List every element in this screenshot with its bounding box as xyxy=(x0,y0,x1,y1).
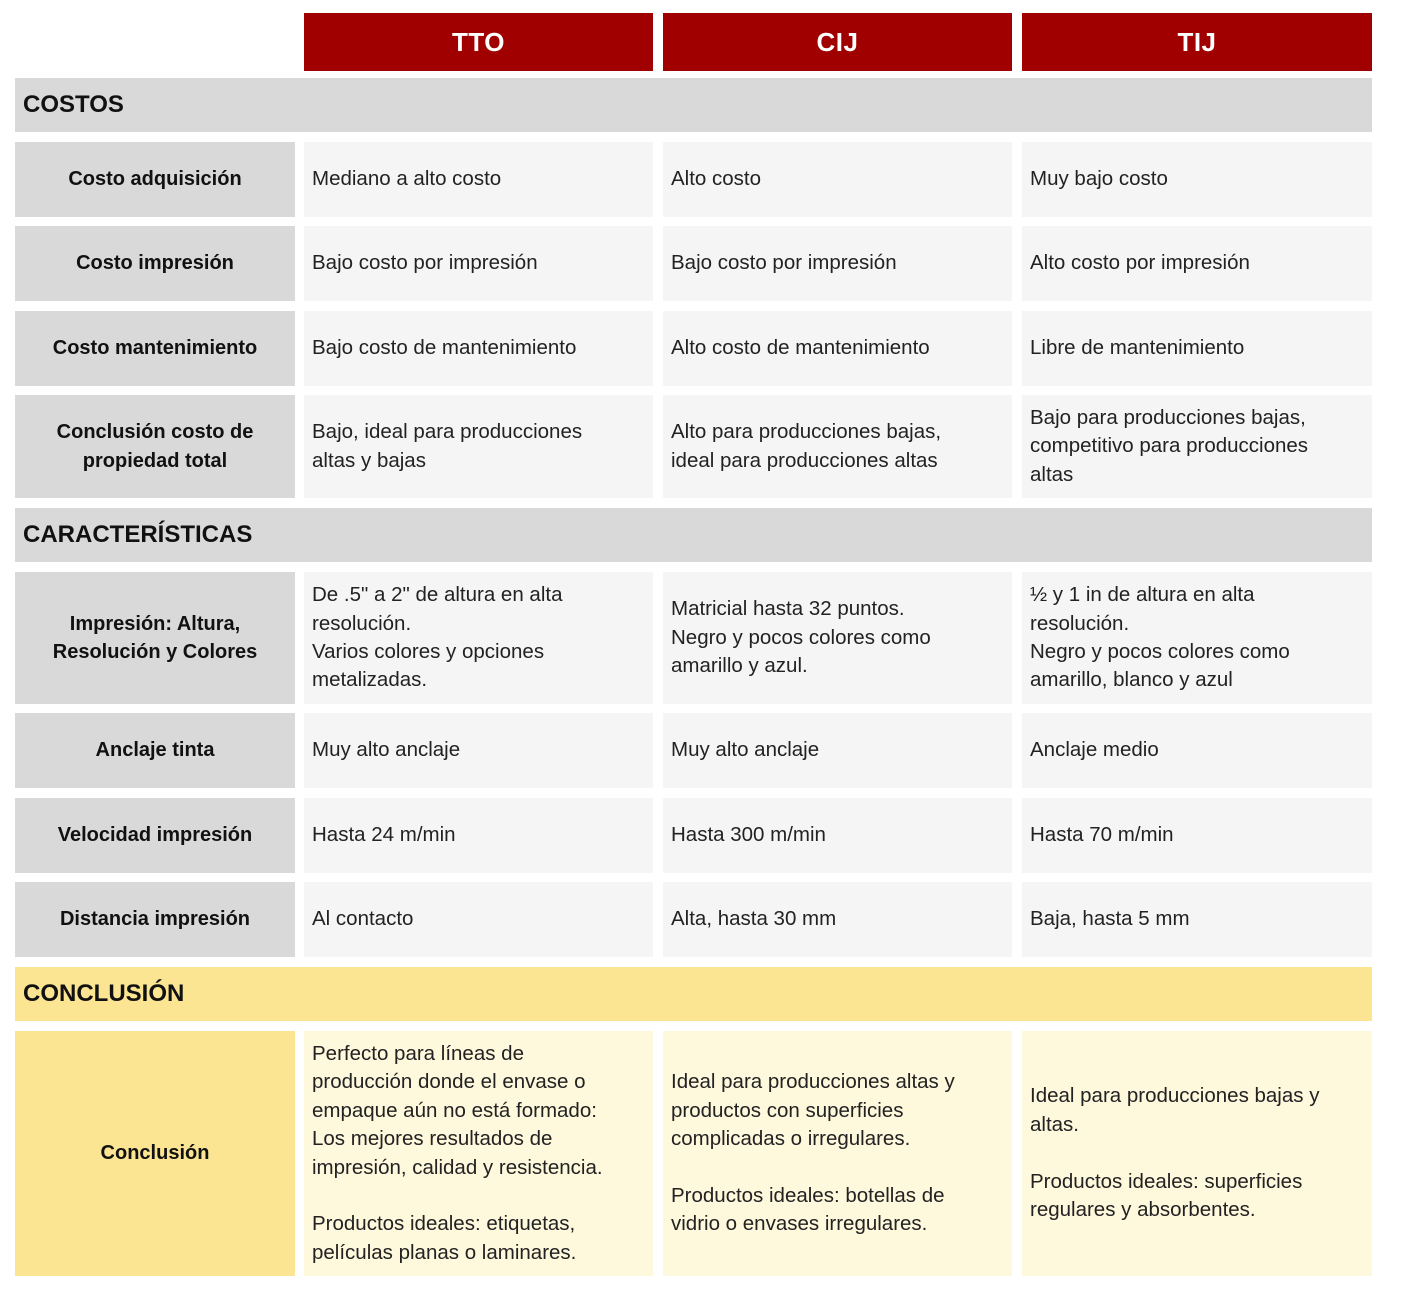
cell-tij-anclaje-tinta: Anclaje medio xyxy=(1022,713,1372,788)
row-label-anclaje-tinta: Anclaje tinta xyxy=(15,713,295,788)
cell-tij-costo-propiedad-total: Bajo para producciones bajas, competitivo para producciones altas xyxy=(1022,395,1372,498)
cell-cij-conclusion: Ideal para producciones altas y productos con superficies complicadas o irregulares. Productos ideales: botellas de vidrio o envases irregulares. xyxy=(663,1031,1012,1276)
cell-tij-costo-adquisicion: Muy bajo costo xyxy=(1022,142,1372,217)
cell-cij-costo-mantenimiento: Alto costo de mantenimiento xyxy=(663,311,1012,386)
row-label-costo-mantenimiento: Costo mantenimiento xyxy=(15,311,295,386)
cell-tto-anclaje-tinta: Muy alto anclaje xyxy=(304,713,653,788)
cell-cij-distancia-impresion: Alta, hasta 30 mm xyxy=(663,882,1012,957)
row-label-costo-impresion: Costo impresión xyxy=(15,226,295,301)
row-label-impresion-altura: Impresión: Altura, Resolución y Colores xyxy=(15,572,295,704)
header-cij: CIJ xyxy=(663,13,1012,71)
cell-tto-costo-impresion: Bajo costo por impresión xyxy=(304,226,653,301)
cell-tto-conclusion: Perfecto para líneas de producción donde el envase o empaque aún no está formado: Los mejores resultados de impresión, calidad y resistencia. Productos ideales: etiquetas, películas planas o laminares. xyxy=(304,1031,653,1276)
cell-cij-velocidad-impresion: Hasta 300 m/min xyxy=(663,798,1012,873)
cell-tij-distancia-impresion: Baja, hasta 5 mm xyxy=(1022,882,1372,957)
cell-tto-distancia-impresion: Al contacto xyxy=(304,882,653,957)
cell-tto-costo-adquisicion: Mediano a alto costo xyxy=(304,142,653,217)
row-label-costo-adquisicion: Costo adquisición xyxy=(15,142,295,217)
header-tij: TIJ xyxy=(1022,13,1372,71)
cell-tij-velocidad-impresion: Hasta 70 m/min xyxy=(1022,798,1372,873)
cell-tto-velocidad-impresion: Hasta 24 m/min xyxy=(304,798,653,873)
row-label-conclusion: Conclusión xyxy=(15,1031,295,1276)
cell-cij-anclaje-tinta: Muy alto anclaje xyxy=(663,713,1012,788)
cell-cij-impresion-altura: Matricial hasta 32 puntos. Negro y pocos colores como amarillo y azul. xyxy=(663,572,1012,704)
cell-tij-costo-mantenimiento: Libre de mantenimiento xyxy=(1022,311,1372,386)
cell-tto-costo-propiedad-total: Bajo, ideal para producciones altas y bajas xyxy=(304,395,653,498)
row-label-distancia-impresion: Distancia impresión xyxy=(15,882,295,957)
cell-tto-costo-mantenimiento: Bajo costo de mantenimiento xyxy=(304,311,653,386)
cell-cij-costo-impresion: Bajo costo por impresión xyxy=(663,226,1012,301)
row-label-velocidad-impresion: Velocidad impresión xyxy=(15,798,295,873)
section-conclusion: CONCLUSIÓN xyxy=(15,967,1372,1021)
cell-cij-costo-adquisicion: Alto costo xyxy=(663,142,1012,217)
cell-cij-costo-propiedad-total: Alto para producciones bajas, ideal para producciones altas xyxy=(663,395,1012,498)
cell-tto-impresion-altura: De .5" a 2" de altura en alta resolución. Varios colores y opciones metalizadas. xyxy=(304,572,653,704)
cell-tij-costo-impresion: Alto costo por impresión xyxy=(1022,226,1372,301)
section-costos: COSTOS xyxy=(15,78,1372,132)
header-tto: TTO xyxy=(304,13,653,71)
section-caracteristicas: CARACTERÍSTICAS xyxy=(15,508,1372,562)
cell-tij-impresion-altura: ½ y 1 in de altura en alta resolución. Negro y pocos colores como amarillo, blanco y azul xyxy=(1022,572,1372,704)
cell-tij-conclusion: Ideal para producciones bajas y altas. Productos ideales: superficies regulares y absorbentes. xyxy=(1022,1031,1372,1276)
row-label-costo-propiedad-total: Conclusión costo de propiedad total xyxy=(15,395,295,498)
